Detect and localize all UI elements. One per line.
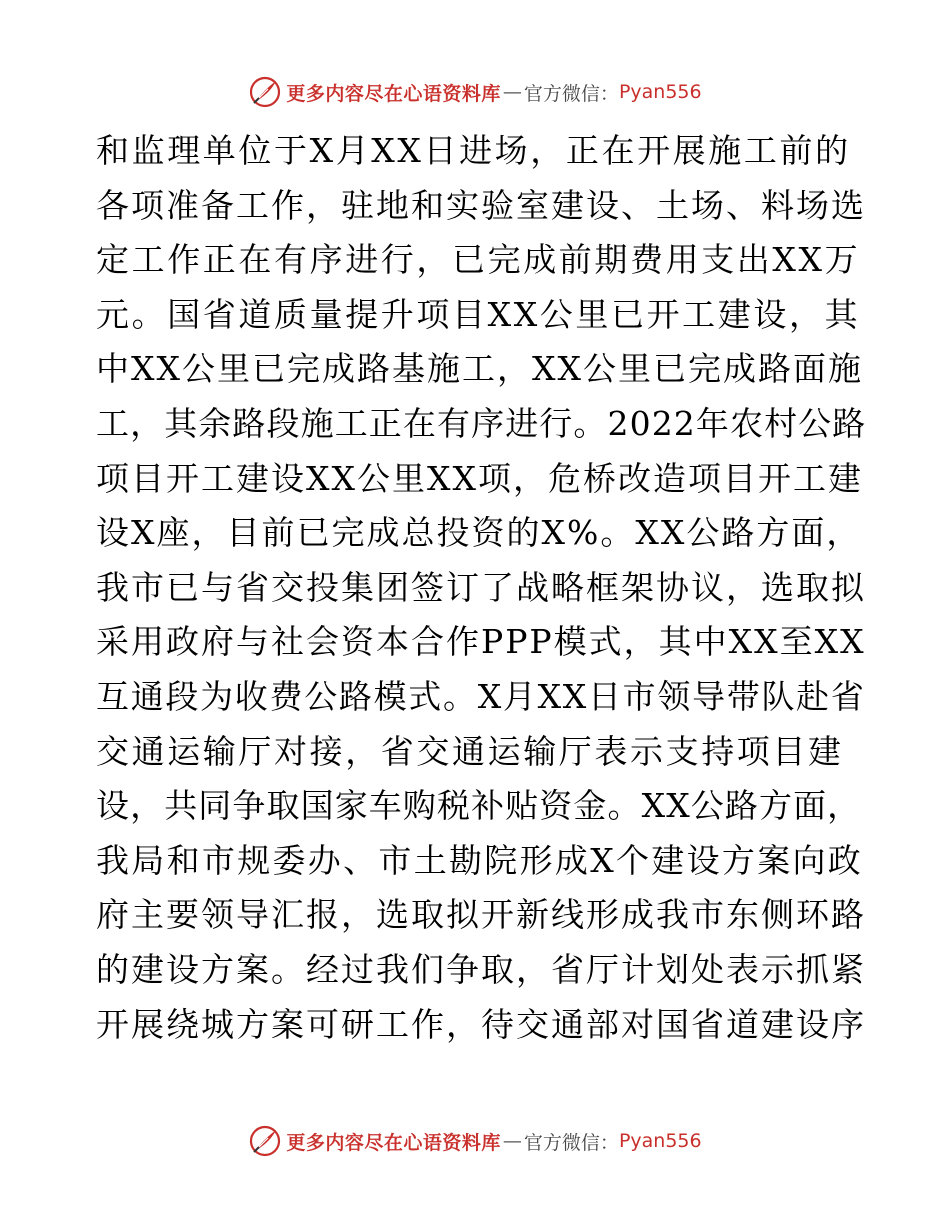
banner-brand-text: 更多内容尽在心语资料库	[286, 1131, 501, 1154]
text-line: 各项准备工作，驻地和实验室建设、土场、料场选	[96, 185, 866, 225]
text-line: 工，其余路段施工正在有序进行。2022年农村公路	[96, 403, 867, 443]
text-line: 和监理单位于X月XX日进场，正在开展施工前的	[96, 131, 851, 170]
text-line: 交通运输厅对接，省交通运输厅表示支持项目建	[96, 731, 844, 771]
text-line: 的建设方案。经过我们争取，省厅计划处表示抓紧	[96, 949, 866, 989]
banner-wechat-label: 官方微信：	[523, 1131, 619, 1154]
header-banner[interactable]	[0, 72, 950, 112]
text-line: 中XX公里已完成路基施工，XX公里已完成路面施	[96, 349, 863, 389]
banner-wechat-id: Pyan556	[618, 1130, 702, 1152]
text-line: 定工作正在有序进行，已完成前期费用支出XX万	[96, 240, 861, 280]
banner-separator: —	[502, 81, 522, 103]
text-line: 互通段为收费公路模式。X月XX日市领导带队赴省	[96, 676, 866, 716]
banner-wechat-label: 官方微信：	[523, 82, 619, 105]
text-line: 元。国省道质量提升项目XX公里已开工建设，其	[96, 294, 861, 334]
feather-pen-logo-icon	[248, 75, 282, 109]
text-line: 项目开工建设XX公里XX项，危桥改造项目开工建	[96, 458, 863, 498]
banner-separator: —	[502, 1130, 522, 1152]
footer-banner[interactable]	[0, 1121, 950, 1161]
feather-pen-logo-icon	[248, 1124, 282, 1158]
text-line: 府主要领导汇报，选取拟开新线形成我市东侧环路	[96, 895, 866, 935]
text-line: 开展绕城方案可研工作，待交通部对国省道建设序	[96, 1004, 866, 1044]
text-line: 采用政府与社会资本合作PPP模式，其中XX至XX	[96, 622, 866, 662]
text-line: 我市已与省交投集团签订了战略框架协议，选取拟	[96, 567, 866, 607]
body-paragraph	[96, 124, 866, 1052]
text-line: 我局和市规委办、市土勘院形成X个建设方案向政	[96, 840, 864, 880]
text-line: 设，共同争取国家车购税补贴资金。XX公路方面，	[96, 786, 862, 826]
banner-wechat-id: Pyan556	[618, 81, 702, 103]
text-line: 设X座，目前已完成总投资的X%。XX公路方面，	[96, 513, 862, 553]
banner-brand-text: 更多内容尽在心语资料库	[286, 82, 501, 105]
